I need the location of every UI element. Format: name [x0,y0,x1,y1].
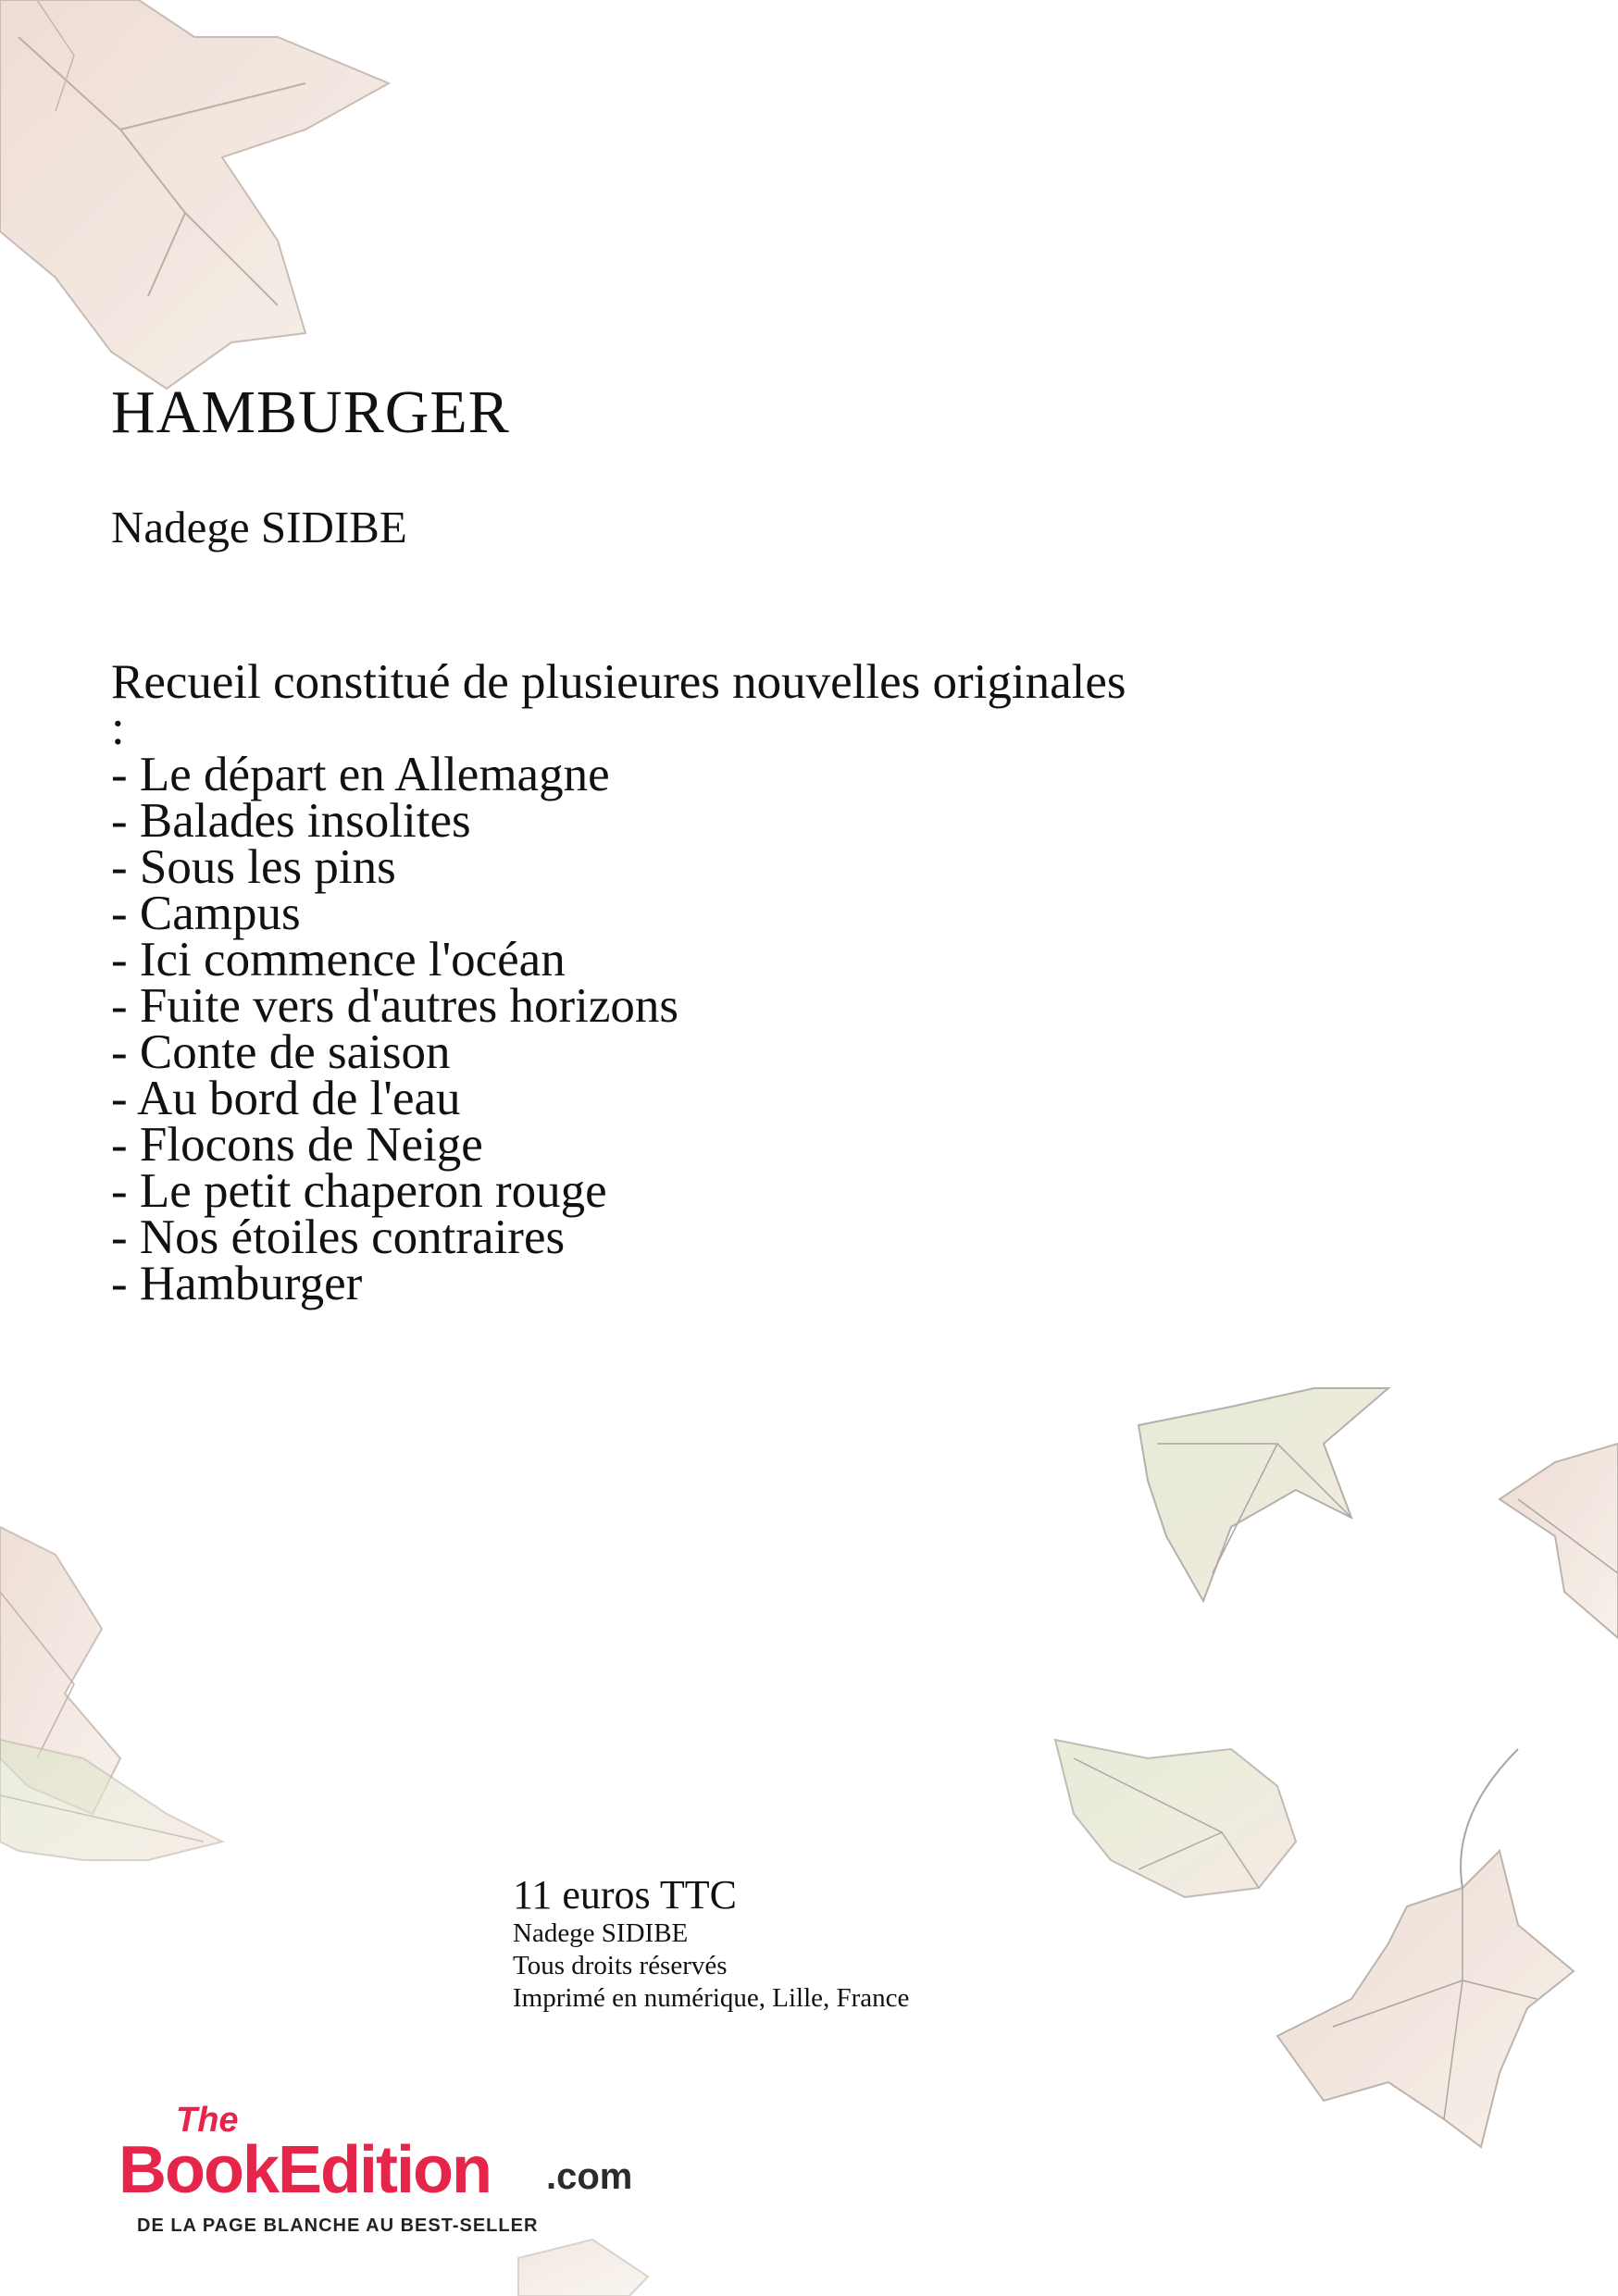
collection-description: Recueil constitué de plusieures nouvelles originales : [111,655,1126,755]
logo-the: The [176,2101,239,2140]
logo-tagline: DE LA PAGE BLANCHE AU BEST-SELLER [137,2215,539,2236]
list-item: - Nos étoiles contraires [111,1210,566,1264]
book-title: HAMBURGER [111,379,510,446]
list-item: - Ici commence l'océan [111,933,566,987]
list-item: - Le départ en Allemagne [111,748,610,801]
leaf-right-lower [1277,1749,1574,2147]
list-item: - Conte de saison [111,1025,451,1079]
colophon [513,1873,909,2015]
leaf-right-edge [1500,1444,1618,1638]
price: 11 euros TTC [513,1872,737,1917]
rights-notice: Tous droits réservés [513,1951,728,1980]
list-item: - Sous les pins [111,840,396,894]
leaf-right-middle [1055,1740,1296,1897]
publisher-logo [118,2101,674,2236]
logo-brand: BookEdition [118,2133,491,2207]
leaf-right-upper [1139,1388,1388,1601]
author-name: Nadege SIDIBE [111,502,407,552]
story-list [111,748,679,1310]
list-item: - Au bord de l'eau [111,1072,461,1125]
colophon-author: Nadege SIDIBE [513,1918,689,1948]
list-item: - Campus [111,887,301,940]
list-item: - Flocons de Neige [111,1118,483,1172]
logo-dotcom: .com [546,2156,633,2197]
list-item: - Le petit chaperon rouge [111,1164,607,1218]
printing-notice: Imprimé en numérique, Lille, France [513,1983,910,2013]
list-item: - Fuite vers d'autres horizons [111,979,679,1033]
leaf-top-left [0,0,389,389]
list-item: - Hamburger [111,1257,363,1310]
leaf-bottom [518,2240,648,2296]
list-item: - Balades insolites [111,794,471,848]
